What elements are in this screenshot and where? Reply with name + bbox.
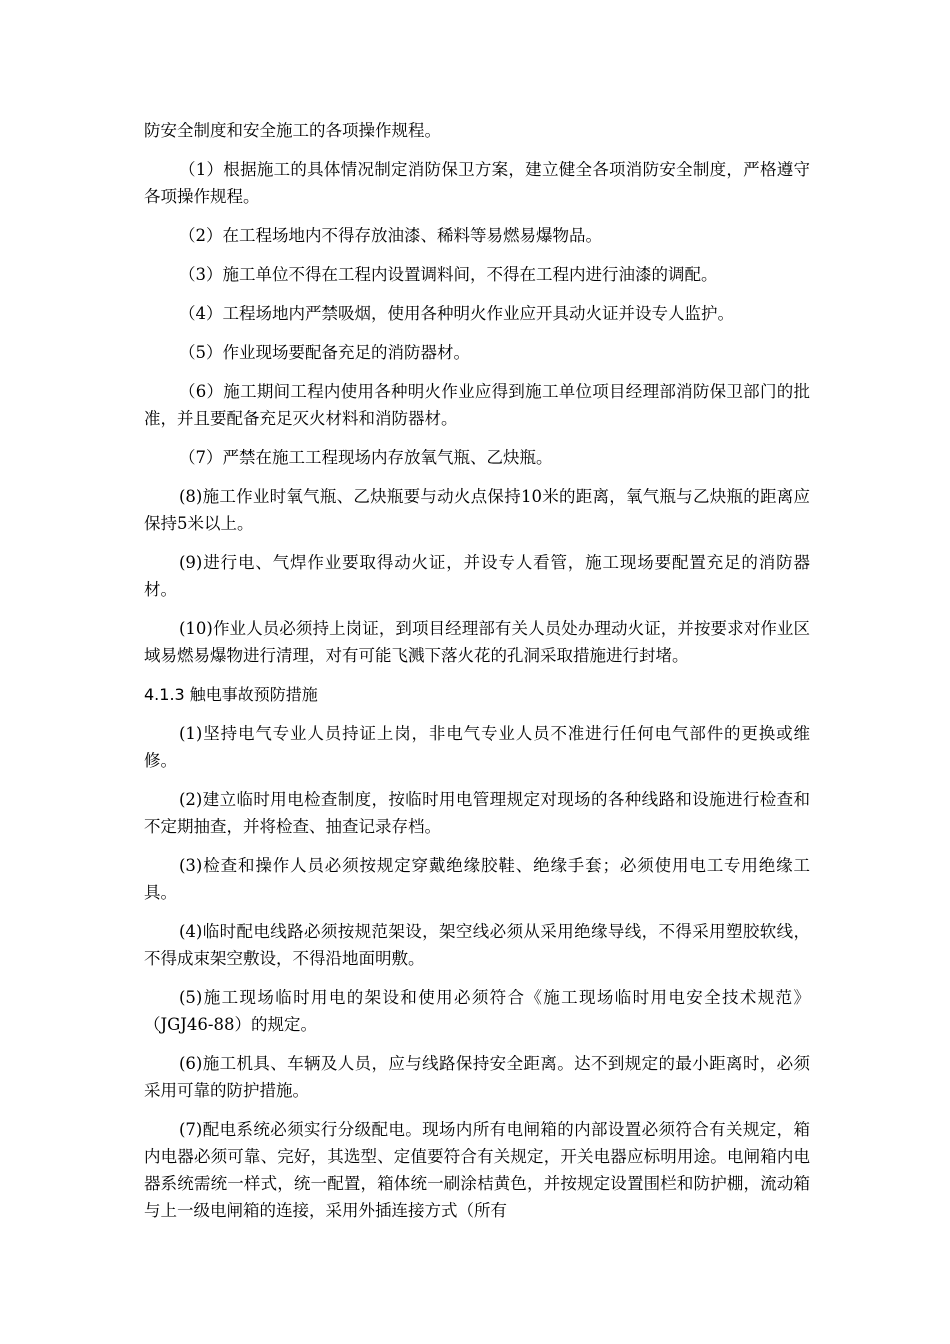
section-paragraph-2: (2)建立临时用电检查制度，按临时用电管理规定对现场的各种线路和设施进行检查和不定期抽查，并将检查、抽查记录存档。 xyxy=(144,790,810,836)
paragraph-item-9: (9)进行电、气焊作业要取得动火证，并设专人看管，施工现场要配置充足的消防器材。 xyxy=(144,553,810,599)
paragraph-item-10: (10)作业人员必须持上岗证，到项目经理部有关人员处办理动火证，并按要求对作业区域易燃易爆物进行清理，对有可能飞溅下落火花的孔洞采取措施进行封堵。 xyxy=(144,619,810,665)
paragraph-item-4: （4）工程场地内严禁吸烟，使用各种明火作业应开具动火证并设专人监护。 xyxy=(179,304,734,323)
section-paragraph-1: (1)坚持电气专业人员持证上岗，非电气专业人员不准进行任何电气部件的更换或维修。 xyxy=(144,724,810,770)
section-heading: 4.1.3 触电事故预防措施 xyxy=(144,685,318,704)
paragraph-item-3: （3）施工单位不得在工程内设置调料间，不得在工程内进行油漆的调配。 xyxy=(179,265,718,284)
section-paragraph-7: (7)配电系统必须实行分级配电。现场内所有电闸箱的内部设置必须符合有关规定，箱内电器必须可靠、完好，其选型、定值要符合有关规定，开关电器应标明用途。电闸箱内电器系统需统一样式，统一配置，箱体统一刷涂桔黄色，并按规定设置围栏和防护棚，流动箱与上一级电闸箱的连接，采用外插连接方式（所有 xyxy=(144,1120,810,1220)
paragraph-item-1: （1）根据施工的具体情况制定消防保卫方案，建立健全各项消防安全制度，严格遵守各项操作规程。 xyxy=(144,160,810,206)
paragraph-continuation: 防安全制度和安全施工的各项操作规程。 xyxy=(144,121,441,140)
section-paragraph-6: (6)施工机具、车辆及人员，应与线路保持安全距离。达不到规定的最小距离时，必须采用可靠的防护措施。 xyxy=(144,1054,810,1100)
document-body xyxy=(144,117,810,1236)
paragraph-item-6: （6）施工期间工程内使用各种明火作业应得到施工单位项目经理部消防保卫部门的批准，并且要配备充足灭火材料和消防器材。 xyxy=(144,382,810,428)
paragraph-item-7: （7）严禁在施工工程现场内存放氧气瓶、乙炔瓶。 xyxy=(179,448,553,467)
section-paragraph-4: (4)临时配电线路必须按规范架设，架空线必须从采用绝缘导线，不得采用塑胶软线，不得成束架空敷设，不得沿地面明敷。 xyxy=(144,922,810,968)
paragraph-item-5: （5）作业现场要配备充足的消防器材。 xyxy=(179,343,470,362)
paragraph-item-8: (8)施工作业时氧气瓶、乙炔瓶要与动火点保持10米的距离，氧气瓶与乙炔瓶的距离应保持5米以上。 xyxy=(144,487,810,533)
section-paragraph-3: (3)检查和操作人员必须按规定穿戴绝缘胶鞋、绝缘手套；必须使用电工专用绝缘工具。 xyxy=(144,856,810,902)
section-paragraph-5: (5)施工现场临时用电的架设和使用必须符合《施工现场临时用电安全技术规范》（JGJ46-88）的规定。 xyxy=(144,988,810,1034)
paragraph-item-2: （2）在工程场地内不得存放油漆、稀料等易燃易爆物品。 xyxy=(179,226,602,245)
